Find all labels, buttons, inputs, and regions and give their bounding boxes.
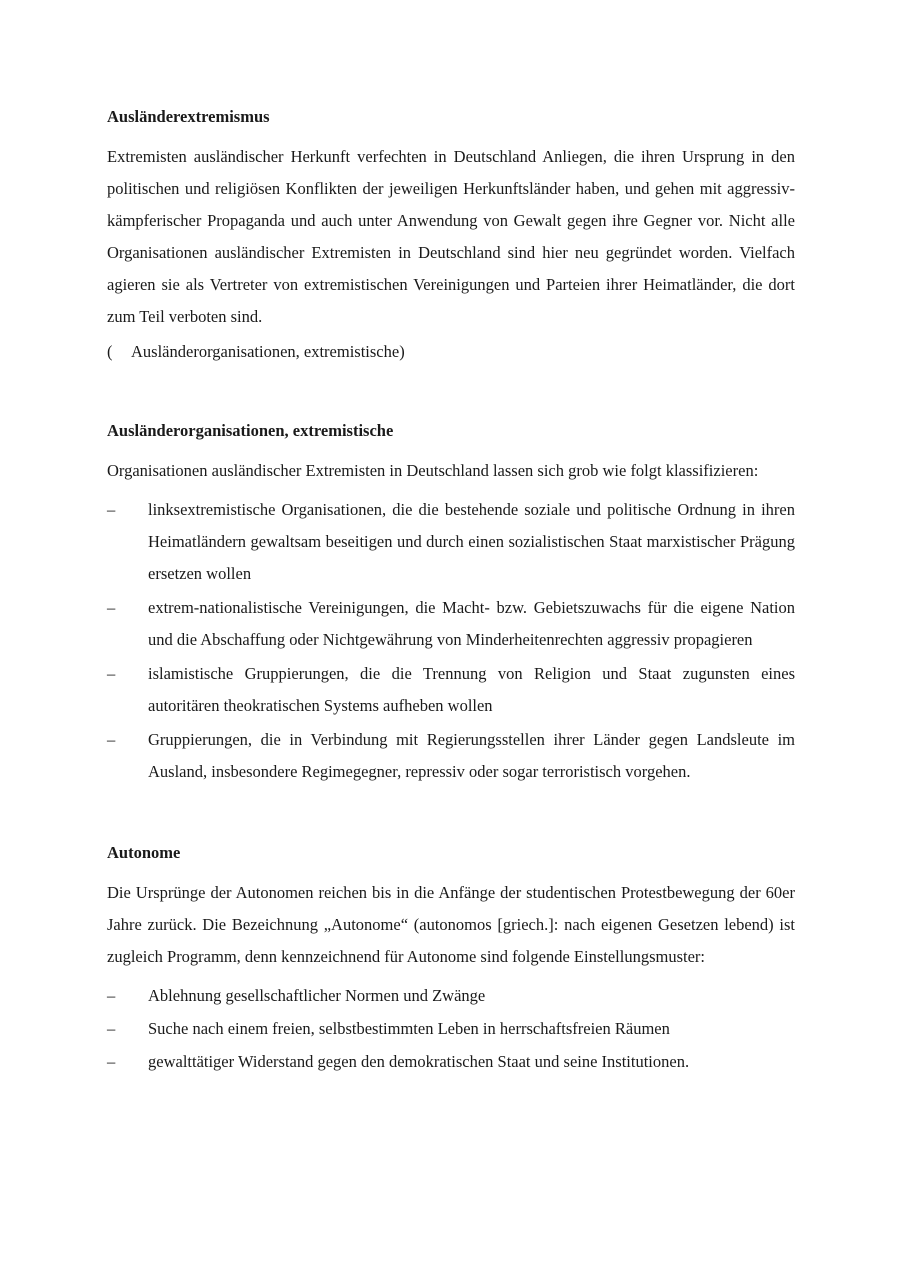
list-item — [107, 724, 795, 788]
list-item — [107, 494, 795, 590]
list-item-text: extrem-nationalistische Vereinigungen, die Macht- bzw. Gebietszuwachs für die eigene Nation und die Abschaffung oder Nichtgewährung von Minderheitenrechten aggressiv propagieren — [148, 598, 795, 649]
list-item-text: islamistische Gruppierungen, die die Trennung von Religion und Staat zugunsten eines autoritären theokratischen Systems aufheben wollen — [148, 664, 795, 715]
dash-bullet: – — [107, 730, 116, 749]
list-item-text: gewalttätiger Widerstand gegen den demokratischen Staat und seine Institutionen. — [148, 1052, 690, 1071]
section-auslaenderextremismus — [107, 106, 795, 363]
list-item-text: Suche nach einem freien, selbstbestimmten Leben in herrschaftsfreien Räumen — [148, 1019, 670, 1038]
section-heading: Ausländerorganisationen, extremistische — [107, 421, 394, 440]
section-paragraph: Die Ursprünge der Autonomen reichen bis in die Anfänge der studentischen Protestbewegung der 60er Jahre zurück. Die Bezeichnung „Autonome“ (autonomos [griech.]: nach eigenen Gesetzen lebend) ist zugleich Programm, denn kennzeichnend für Autonome sind folgende Einstellungsmuster: — [107, 883, 795, 966]
section-paragraph: Extremisten ausländischer Herkunft verfechten in Deutschland Anliegen, die ihren Ursprung in den politischen und religiösen Konflikten der jeweiligen Herkunftsländer haben, und gehen mit aggressiv-kämpferischer Propaganda und auch unter Anwendung von Gewalt gegen ihre Gegner vor. Nicht alle Organisationen ausländischer Extremisten in Deutschland sind hier neu gegründet worden. Vielfach agieren sie als Vertreter von extremistischen Vereinigungen und Parteien ihrer Heimatländer, die dort zum Teil verboten sind. — [107, 147, 795, 326]
document-page — [107, 106, 795, 1079]
cross-reference-paren: ( — [107, 342, 113, 361]
cross-reference — [107, 341, 795, 363]
cross-reference-text: Ausländerorganisationen, extremistische) — [131, 342, 405, 361]
list-item-text: Ablehnung gesellschaftlicher Normen und Zwänge — [148, 986, 486, 1005]
dash-bullet: – — [107, 1019, 116, 1038]
attitude-list — [107, 980, 795, 1078]
list-item — [107, 592, 795, 656]
list-item — [107, 658, 795, 722]
section-autonome — [107, 842, 795, 1078]
section-heading: Autonome — [107, 843, 181, 862]
section-auslaenderorganisationen — [107, 420, 795, 788]
list-item — [107, 980, 795, 1012]
dash-bullet: – — [107, 598, 116, 617]
dash-bullet: – — [107, 986, 116, 1005]
list-item — [107, 1046, 795, 1078]
dash-bullet: – — [107, 1052, 116, 1071]
list-item-text: Gruppierungen, die in Verbindung mit Regierungsstellen ihrer Länder gegen Landsleute im Ausland, insbesondere Regimegegner, repressiv oder sogar terroristisch vorgehen. — [148, 730, 795, 781]
dash-bullet: – — [107, 664, 116, 683]
dash-bullet: – — [107, 500, 116, 519]
classification-list — [107, 494, 795, 788]
section-paragraph: Organisationen ausländischer Extremisten in Deutschland lassen sich grob wie folgt klassifizieren: — [107, 461, 759, 480]
section-heading: Ausländerextremismus — [107, 107, 270, 126]
list-item — [107, 1013, 795, 1045]
list-item-text: linksextremistische Organisationen, die die bestehende soziale und politische Ordnung in ihren Heimatländern gewaltsam beseitigen und durch einen sozialistischen Staat marxistischer Prägung ersetzen wollen — [148, 500, 795, 583]
